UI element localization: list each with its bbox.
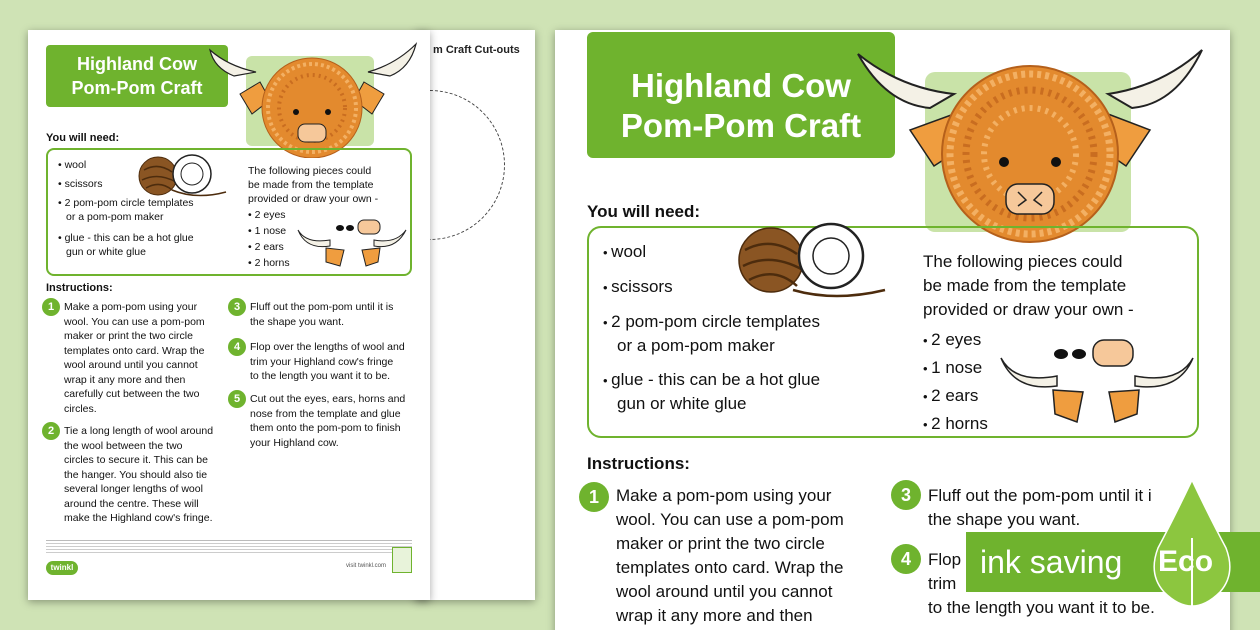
small-step-5 — [250, 392, 405, 450]
small-you-will-need-heading: You will need: — [46, 132, 120, 144]
list-item: • 2 eyes — [248, 208, 290, 222]
text-line: Flop over the lengths of wool and — [250, 341, 405, 353]
cutouts-page — [415, 30, 535, 600]
text-line: wool. You can use a pom-pom — [616, 510, 844, 529]
text-line: Fluff out the pom-pom until it i — [928, 486, 1152, 505]
text-line: Make a pom-pom using your — [616, 486, 832, 505]
list-item: • 2 ears — [923, 382, 988, 410]
list-item: • scissors — [58, 177, 194, 191]
text-line: The following pieces could — [248, 165, 372, 177]
list-item: • glue - this can be a hot glue — [58, 231, 194, 245]
small-materials-continued-2: gun or white glue — [66, 246, 146, 258]
small-cow-pieces-illustration — [296, 216, 408, 272]
text-line: circles to secure it. This can be — [64, 454, 208, 466]
large-title-box — [587, 32, 895, 158]
text-line: the shape you want. — [250, 315, 344, 328]
text-line: nose from the template and glue — [250, 407, 401, 420]
list-item: • 2 horns — [248, 256, 290, 270]
cutouts-title: m Craft Cut-outs — [433, 44, 520, 56]
twinkl-logo: twinkl — [46, 561, 78, 575]
large-title-line1: Highland Cow — [631, 67, 851, 104]
small-footer — [46, 540, 412, 592]
text-line: around the centre. These will — [64, 497, 199, 510]
text-line: them onto the pom-pom to finish — [250, 422, 401, 434]
text-line: wool around until you cannot — [64, 359, 198, 371]
step-number-badge: 1 — [579, 482, 609, 512]
text-line: make the Highland cow's fringe. — [64, 512, 213, 524]
text-line: trim your Highland cow's fringe — [250, 355, 394, 368]
text-line: Fluff out the pom-pom until it is — [250, 301, 394, 313]
list-item: • 2 horns — [923, 410, 988, 438]
text-line: be made from the template — [923, 276, 1127, 295]
footer-url: visit twinkl.com — [345, 563, 386, 569]
small-pieces-list — [248, 208, 290, 272]
text-line: or a pom-pom maker — [617, 336, 775, 355]
text-line: carefully cut between the two — [64, 388, 200, 400]
text-line: templates onto card. Wrap the — [64, 344, 205, 357]
quality-badge-icon — [392, 547, 412, 573]
small-step-1 — [64, 300, 205, 416]
text-line: 2 pom-pom circle templates — [611, 312, 820, 331]
text-line: maker or print the two circle — [616, 534, 825, 553]
step-number-badge: 4 — [891, 544, 921, 574]
yarn-and-template-icon — [136, 152, 256, 200]
text-line: Make a pom-pom using your — [64, 301, 198, 313]
small-title-box — [46, 45, 228, 107]
text-line: circles. — [64, 402, 97, 415]
list-item: • 1 nose — [923, 354, 988, 382]
text-line: to the length you want it to be. — [928, 598, 1155, 617]
large-materials-box — [587, 226, 1199, 438]
text-line: glue - this can be a hot glue — [611, 370, 821, 389]
text-line: gun or white glue — [617, 394, 747, 413]
text-line: the shape you want. — [928, 510, 1081, 529]
list-item — [603, 310, 820, 357]
large-step-3 — [928, 484, 1152, 532]
large-instructions-heading: Instructions: — [587, 454, 690, 473]
list-item: • 2 ears — [248, 240, 290, 254]
large-cow-pieces-illustration — [999, 334, 1195, 430]
list-item: • 2 pom-pom circle templates — [58, 196, 194, 210]
large-title-line2: Pom-Pom Craft — [620, 107, 862, 144]
large-pieces-intro — [923, 250, 1134, 322]
small-cow-illustration — [204, 38, 420, 158]
small-title-line1: Highland Cow — [77, 54, 197, 74]
text-line: Tie a long length of wool around — [64, 425, 214, 437]
step-number-badge: 1 — [42, 298, 60, 316]
small-materials-list-2 — [58, 231, 194, 245]
text-line: trim — [928, 574, 957, 593]
text-line: wool — [611, 242, 647, 261]
step-number-badge: 5 — [228, 390, 246, 408]
list-item: • wool — [58, 158, 194, 172]
text-line: scissors — [611, 277, 673, 296]
list-item — [603, 368, 820, 415]
text-line: wool. You can use a pom-pom — [64, 315, 205, 328]
step-number-badge: 3 — [228, 298, 246, 316]
small-materials-continued: or a pom-pom maker — [66, 211, 164, 223]
text-line: your Highland cow. — [250, 436, 339, 449]
text-line: wrap it any more and then — [616, 606, 813, 625]
text-line: templates onto card. Wrap the — [616, 558, 844, 577]
text-line: Flop — [928, 550, 962, 569]
small-instructions-heading: Instructions: — [46, 282, 113, 294]
step-number-badge: 3 — [891, 480, 921, 510]
text-line: provided or draw your own - — [248, 193, 379, 205]
text-line: maker or print the two circle — [64, 330, 193, 342]
list-item: • 1 nose — [248, 224, 290, 238]
step-number-badge: 4 — [228, 338, 246, 356]
yarn-and-template-icon — [735, 218, 935, 308]
small-step-4 — [250, 340, 405, 384]
list-item: • 2 eyes — [923, 326, 988, 354]
disclaimer-text-lines — [46, 543, 412, 553]
text-line: the wool between the two — [64, 439, 183, 452]
small-step-3 — [250, 300, 393, 329]
text-line: to the length you want it to be. — [250, 370, 391, 382]
small-step-2 — [64, 424, 213, 526]
text-line: wool around until you cannot — [616, 582, 833, 601]
text-line: the hanger. You should also tie — [64, 468, 208, 481]
small-materials-box — [46, 148, 412, 276]
eco-label: Eco — [1158, 545, 1214, 578]
text-line: be made from the template — [248, 179, 374, 191]
text-line: several longer lengths of wool — [64, 483, 203, 495]
step-number-badge: 2 — [42, 422, 60, 440]
text-line: wrap it any more and then — [64, 373, 186, 386]
small-title-line2: Pom-Pom Craft — [71, 78, 203, 98]
large-pieces-list — [923, 326, 988, 438]
text-line: The following pieces could — [923, 252, 1123, 271]
small-pieces-intro — [248, 164, 378, 206]
small-worksheet-page — [28, 30, 430, 600]
large-step-1 — [616, 484, 844, 628]
ink-saving-text: ink saving — [980, 544, 1123, 580]
text-line: provided or draw your own - — [923, 300, 1134, 319]
large-you-will-need-heading: You will need: — [587, 202, 701, 221]
text-line: Cut out the eyes, ears, horns and — [250, 393, 406, 405]
